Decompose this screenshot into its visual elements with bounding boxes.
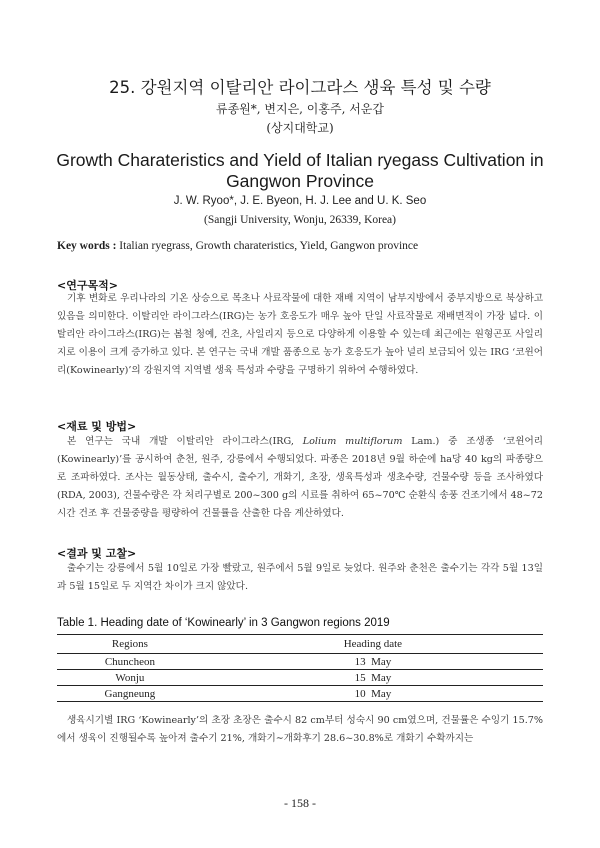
keywords-text: Italian ryegrass, Growth charateristics, Yield, Gangwon province bbox=[119, 240, 419, 252]
species-name: Lolium multiflorum bbox=[302, 436, 403, 447]
methods-text-part1: 본 연구는 국내 개발 이탈리안 라이그라스(IRG, bbox=[67, 436, 303, 447]
objective-paragraph bbox=[57, 290, 543, 380]
table-cell-region: Chuncheon bbox=[57, 654, 203, 670]
english-affiliation: (Sangji University, Wonju, 26339, Korea) bbox=[204, 214, 396, 226]
methods-paragraph bbox=[57, 433, 543, 523]
english-title bbox=[0, 150, 600, 192]
table-cell-region: Wonju bbox=[57, 670, 203, 686]
table-caption: Table 1. Heading date of ‘Kowinearly’ in 3 Gangwon regions 2019 bbox=[57, 617, 390, 629]
korean-title: 25. 강원지역 이탈리안 라이그라스 생육 특성 및 수량 bbox=[109, 78, 491, 97]
keywords bbox=[57, 240, 418, 252]
table-cell-date: 13 May bbox=[203, 654, 543, 670]
results-heading: <결과 및 고찰> bbox=[57, 547, 137, 560]
table-header-row bbox=[57, 635, 543, 654]
methods-heading: <재료 및 방법> bbox=[57, 420, 137, 433]
table-cell-date: 15 May bbox=[203, 670, 543, 686]
methods-text-part2: Lam.) 중 조생종 ‘코윈어리(Kowinearly)’를 공시하여 춘천, 원주, 강릉에서 수행되었다. 파종은 2018년 9월 하순에 ha당 40 kg의 파종량으로 조파하였다. 조사는 월동상태, 출수시, 출수기, 개화기, 초장, 생육특성과 생초수량, 건물수량 등을 조사하였다(RDA, 2003), 건물수량은 각 처리구별로 200~300 g의 시료를 취하여 65~70℃ 순환식 송풍 건조기에서 48~72시간 건조 후 건물중량을 평량하여 건물률을 산출한 다음 계산하였다. bbox=[57, 436, 543, 519]
keywords-label: Key words : bbox=[57, 240, 117, 252]
closing-paragraph bbox=[57, 712, 543, 748]
table-row bbox=[57, 670, 543, 686]
results-paragraph bbox=[57, 560, 543, 596]
closing-text: 생육시기별 IRG ‘Kowinearly’의 초장 초장은 출수시 82 cm부터 성숙시 90 cm였으며, 건물률은 수잉기 15.7%에서 생육이 진행될수록 높아져 출수기 21%, 개화기∼개화후기 28.6~30.8%로 개화기 수확까지는 bbox=[57, 715, 543, 744]
table-header-heading-date: Heading date bbox=[203, 635, 543, 654]
table-cell-date: 10 May bbox=[203, 686, 543, 702]
table-row bbox=[57, 686, 543, 702]
english-title-line2: Gangwon Province bbox=[226, 171, 374, 191]
table-cell-region: Gangneung bbox=[57, 686, 203, 702]
heading-date-table bbox=[57, 634, 543, 702]
results-text: 출수기는 강릉에서 5월 10일로 가장 빨랐고, 원주에서 5월 9일로 늦었다. 원주와 춘천은 출수기는 각각 5월 13일과 5월 15일로 두 지역간 차이가 크지 않았다. bbox=[57, 563, 543, 592]
english-title-line1: Growth Charateristics and Yield of Italian ryegass Cultivation in bbox=[56, 150, 544, 170]
page-number: - 158 - bbox=[284, 796, 316, 810]
table-row bbox=[57, 654, 543, 670]
korean-authors: 류종원*, 변지은, 이홍주, 서운갑 bbox=[216, 102, 384, 116]
objective-text: 기후 변화로 우리나라의 기온 상승으로 목초나 사료작물에 대한 재배 지역이 남부지방에서 중부지방으로 북상하고 있음을 의미한다. 이탈리안 라이그라스(IRG)는 농가 호응도가 매우 높아 단일 사료작물로 재배면적이 가장 넓다. 이탈리안 라이그라스(IRG)는 봄철 청예, 건초, 사일리지 등으로 다양하게 이용할 수 있는데 최근에는 원형곤포 사일리지로 이용이 크게 증가하고 있다. 본 연구는 국내 개발 품종으로 농가 호응도가 높아 널리 보급되어 있는 IRG ‘코윈어리(Kowinearly)’의 강원지역 지역별 생육 특성과 수량을 구명하기 위하여 수행하였다. bbox=[57, 293, 543, 376]
objective-heading: <연구목적> bbox=[57, 279, 118, 292]
english-authors: J. W. Ryoo*, J. E. Byeon, H. J. Lee and U. K. Seo bbox=[173, 195, 427, 207]
korean-affiliation: (상지대학교) bbox=[266, 121, 334, 135]
table-header-regions: Regions bbox=[57, 635, 203, 654]
